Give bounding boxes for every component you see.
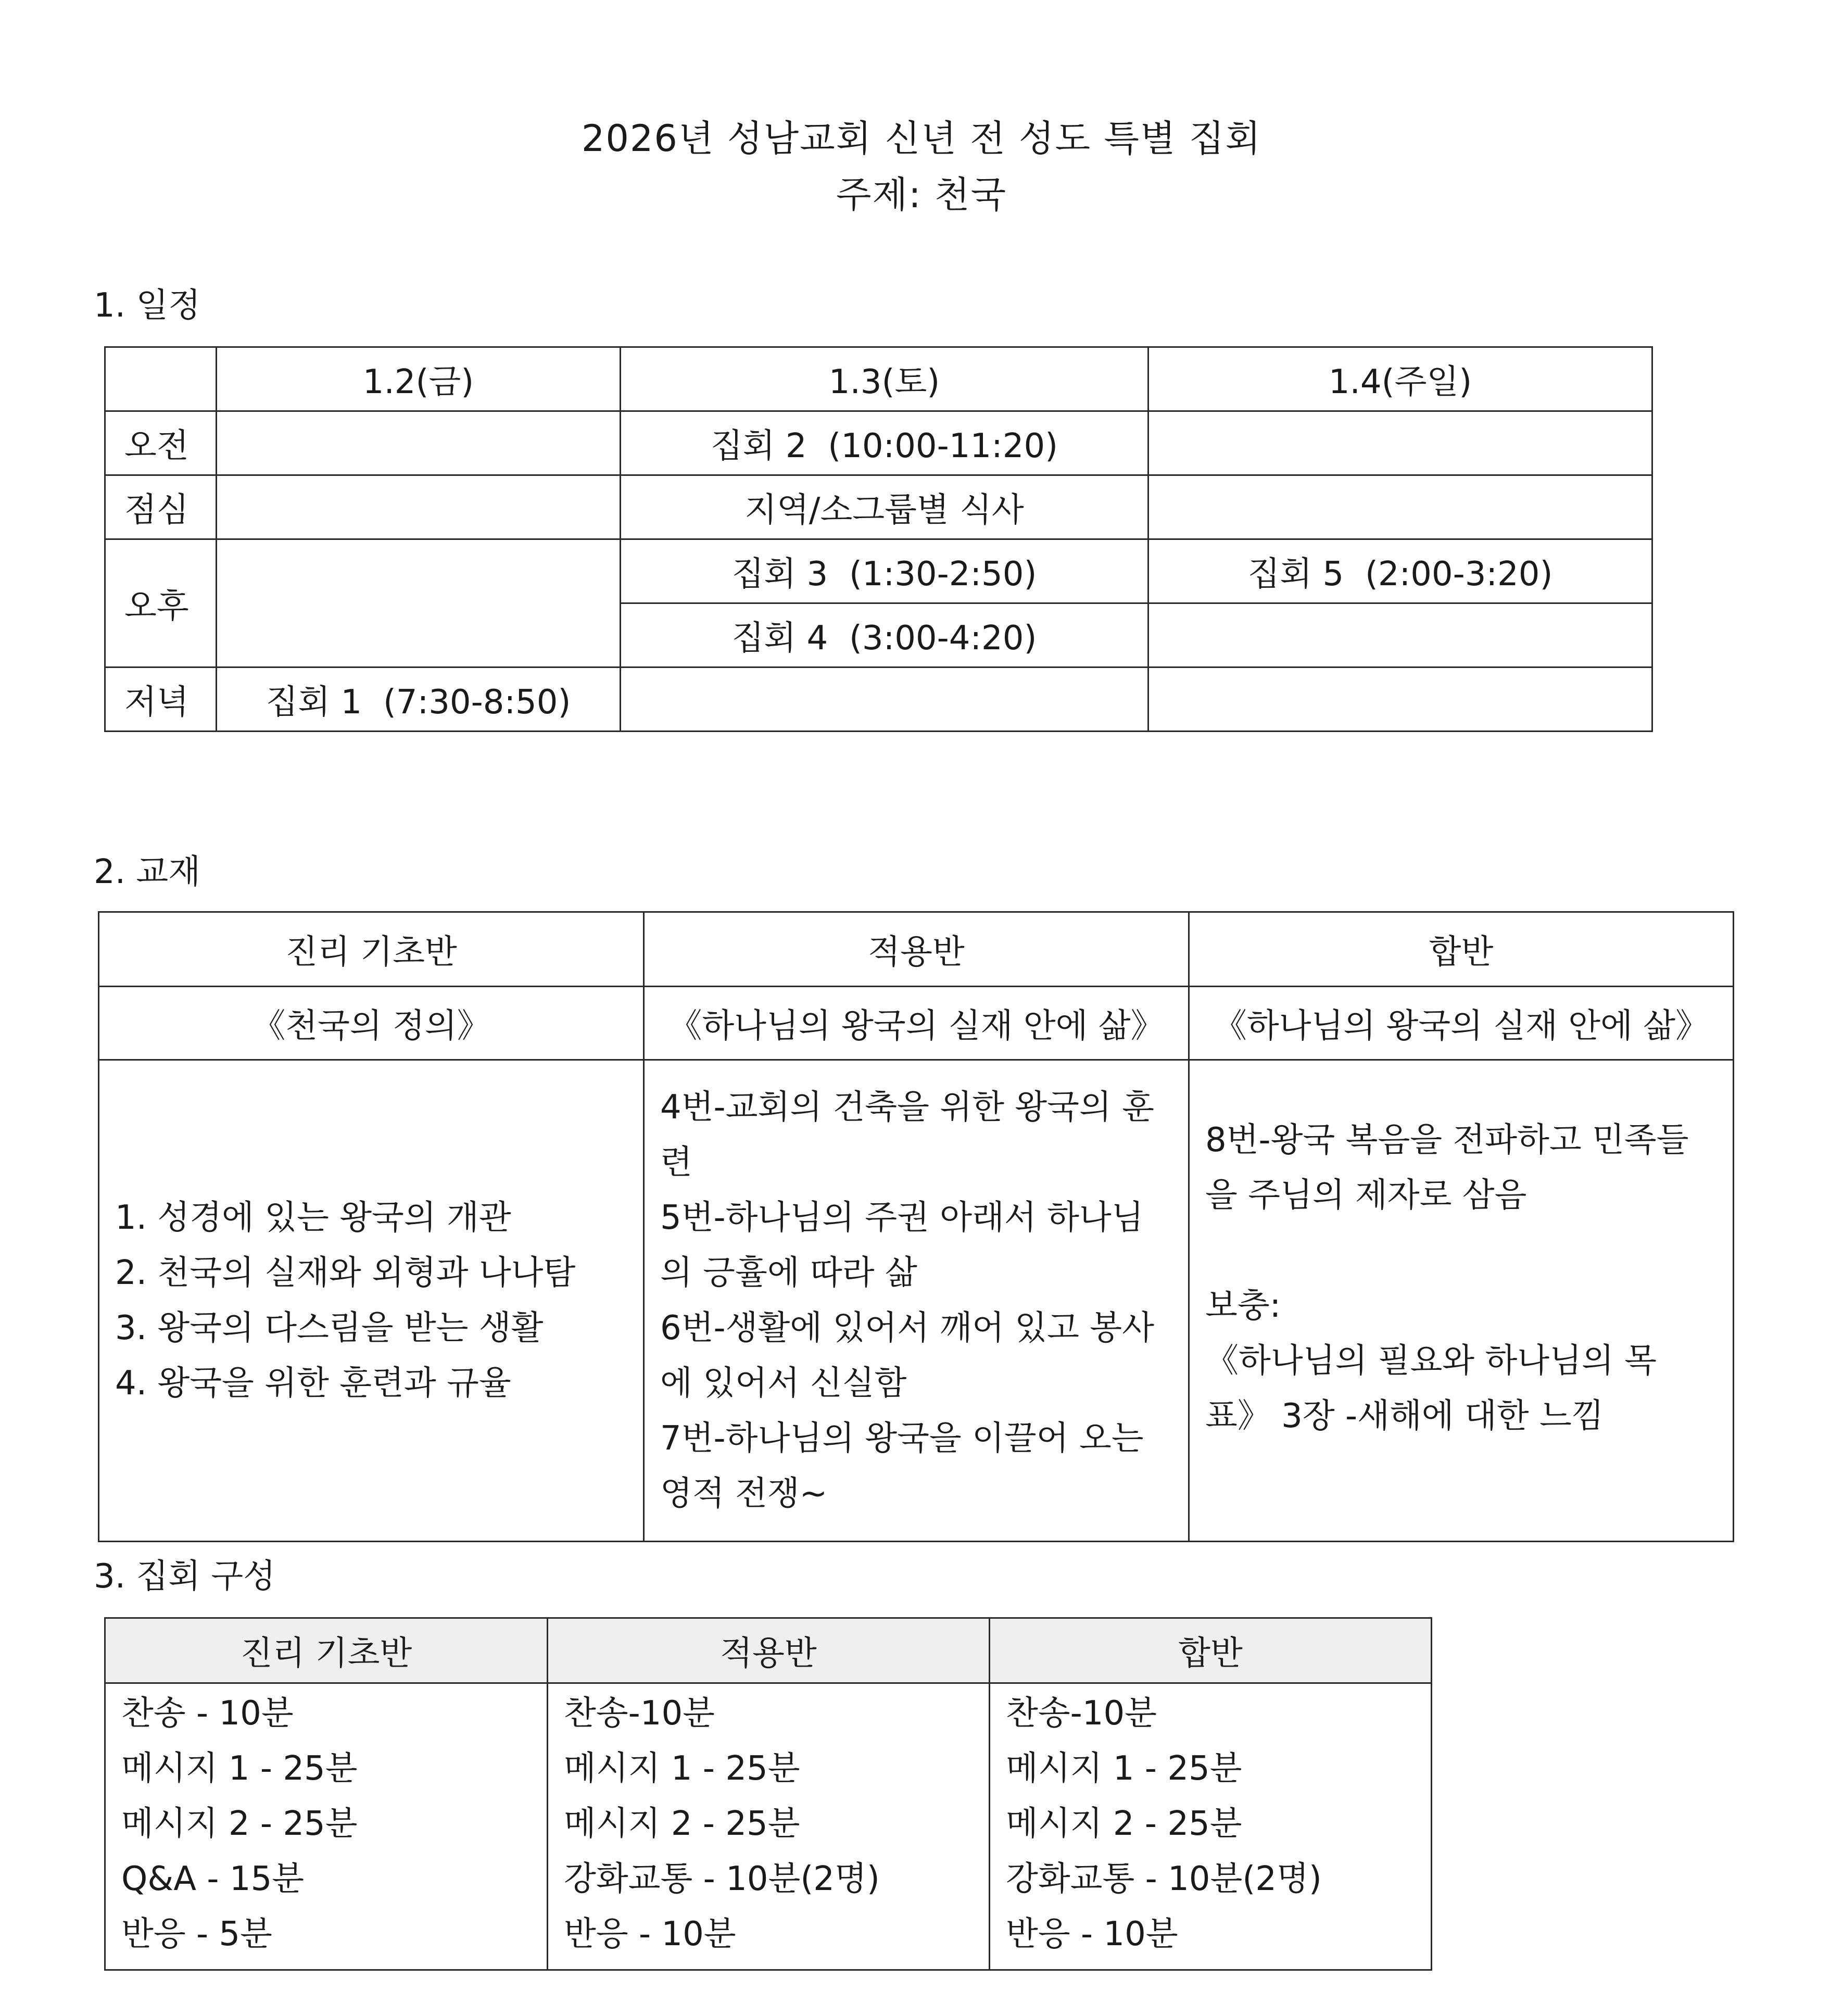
list-item: 4번-교회의 건축을 위한 왕국의 훈련 (660, 1088, 1154, 1182)
cell-morning-fri (217, 411, 621, 475)
book-title-combined: 《하나님의 왕국의 실재 안에 삶》 (1189, 987, 1734, 1060)
schedule-header-sun: 1.4(주일) (1148, 347, 1652, 411)
cell-lunch-sat: 지역/소그룹별 식사 (621, 475, 1148, 539)
list-item: 2. 천국의 실재와 외형과 나나탐 (115, 1254, 576, 1292)
cell-evening-fri: 집회 1 (7:30-8:50) (217, 667, 621, 732)
cell-afternoon2-sat: 집회 4 (3:00-4:20) (621, 603, 1148, 667)
cell-morning-sun (1148, 411, 1652, 475)
list-item: 메시지 1 - 25분 (121, 1749, 358, 1788)
schedule-header-sat: 1.3(토) (621, 347, 1148, 411)
row-label-lunch: 점심 (105, 475, 217, 539)
composition-header-combined: 합반 (990, 1618, 1432, 1683)
cell-evening-sun (1148, 667, 1652, 732)
list-item: 5번-하나님의 주권 아래서 하나님의 긍휼에 따라 삶 (660, 1199, 1144, 1292)
list-item: 반응 - 10분 (564, 1915, 736, 1954)
list-item: 3. 왕국의 다스림을 받는 생활 (115, 1309, 544, 1347)
cell-morning-sat: 집회 2 (10:00-11:20) (621, 411, 1148, 475)
cell-lunch-sun (1148, 475, 1652, 539)
supplement-label: 보충: (1205, 1287, 1281, 1325)
row-label-morning: 오전 (105, 411, 217, 475)
list-item: 메시지 2 - 25분 (564, 1805, 800, 1843)
list-item: 6번-생활에 있어서 깨어 있고 봉사에 있어서 신실함 (660, 1309, 1154, 1403)
list-item: 메시지 2 - 25분 (1006, 1805, 1242, 1843)
document-title: 2026년 성남교회 신년 전 성도 특별 집회 (581, 117, 1262, 160)
composition-heading: 3. 집회 구성 (94, 1557, 276, 1596)
materials-table (98, 911, 1734, 1542)
list-item: 메시지 1 - 25분 (564, 1749, 800, 1788)
schedule-table (104, 346, 1653, 732)
schedule-heading: 1. 일정 (94, 286, 201, 325)
list-item: Q&A - 15분 (121, 1860, 305, 1898)
schedule-header-fri: 1.2(금) (217, 347, 621, 411)
combined-lessons-cell (1189, 1060, 1734, 1542)
schedule-corner-cell (105, 347, 217, 411)
composition-applied-cell (548, 1683, 990, 1970)
composition-basic-cell (105, 1683, 548, 1970)
list-item: 메시지 2 - 25분 (121, 1805, 358, 1843)
book-title-applied: 《하나님의 왕국의 실재 안에 삶》 (644, 987, 1189, 1060)
list-item: 강화교통 - 10분(2명) (1006, 1860, 1322, 1898)
supplement-text: 《하나님의 필요와 하나님의 목표》 3장 -새해에 대한 느낌 (1205, 1342, 1657, 1435)
list-item: 4. 왕국을 위한 훈련과 규율 (115, 1364, 511, 1403)
row-label-afternoon: 오후 (105, 539, 217, 667)
applied-lessons-cell (644, 1060, 1189, 1542)
composition-header-basic: 진리 기초반 (105, 1618, 548, 1683)
cell-lunch-fri (217, 475, 621, 539)
cell-afternoon2-sun (1148, 603, 1652, 667)
materials-header-applied: 적용반 (644, 912, 1189, 987)
composition-combined-cell (990, 1683, 1432, 1970)
cell-afternoon-fri (217, 539, 621, 667)
list-item: 찬송-10분 (1006, 1694, 1157, 1733)
composition-header-applied: 적용반 (548, 1618, 990, 1683)
book-title-basic: 《천국의 정의》 (99, 987, 644, 1060)
list-item: 찬송 - 10분 (121, 1694, 294, 1733)
composition-table (104, 1617, 1432, 1971)
basic-lessons-cell (99, 1060, 644, 1542)
materials-header-basic: 진리 기초반 (99, 912, 644, 987)
list-item: 강화교통 - 10분(2명) (564, 1860, 880, 1898)
cell-evening-sat (621, 667, 1148, 732)
cell-afternoon1-sat: 집회 3 (1:30-2:50) (621, 539, 1148, 603)
document-subtitle: 주제: 천국 (836, 173, 1007, 216)
materials-header-combined: 합반 (1189, 912, 1734, 987)
materials-heading: 2. 교재 (94, 853, 201, 891)
cell-afternoon1-sun: 집회 5 (2:00-3:20) (1148, 539, 1652, 603)
row-label-evening: 저녁 (105, 667, 217, 732)
list-item: 메시지 1 - 25분 (1006, 1749, 1242, 1788)
list-item: 반응 - 10분 (1006, 1915, 1178, 1954)
list-item: 찬송-10분 (564, 1694, 715, 1733)
list-item: 1. 성경에 있는 왕국의 개관 (115, 1199, 511, 1237)
list-item: 7번-하나님의 왕국을 이끌어 오는 영적 전쟁~ (660, 1419, 1144, 1513)
list-item: 8번-왕국 복음을 전파하고 민족들을 주님의 제자로 삼음 (1205, 1121, 1689, 1215)
list-item: 반응 - 5분 (121, 1915, 272, 1954)
